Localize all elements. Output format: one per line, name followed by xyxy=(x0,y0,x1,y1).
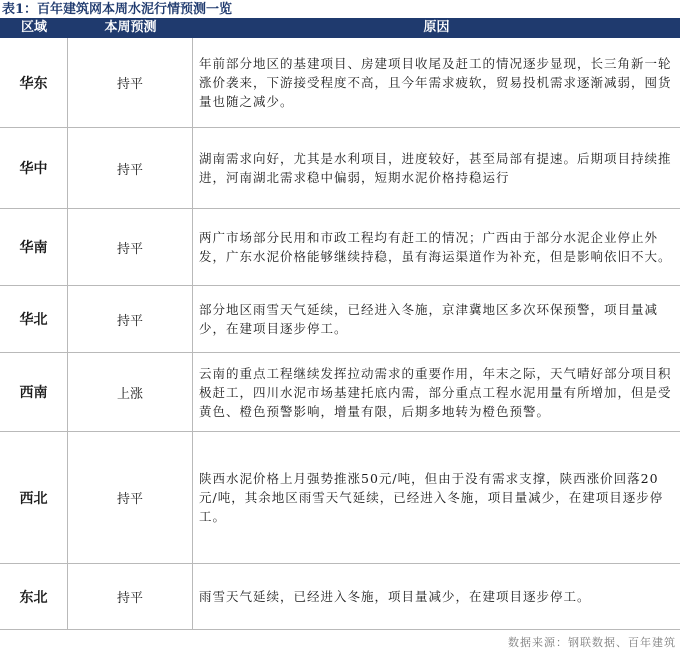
reason-cell xyxy=(193,286,680,352)
data-source: 数据来源：钢联数据、百年建筑 xyxy=(508,636,676,649)
prediction-cell: 持平 xyxy=(68,209,193,285)
reason-text: 年前部分地区的基建项目、房建项目收尾及赶工的情况逐步显现，长三角新一轮涨价袭来，下游接受程度不高，且今年需求疲软，贸易投机需求逐渐减弱，囤货量也随之减少。 xyxy=(199,56,672,109)
table-row xyxy=(0,209,680,286)
header-reason: 原因 xyxy=(423,20,450,35)
reason-cell xyxy=(193,432,680,563)
reason-cell xyxy=(193,128,680,208)
region-cell: 华中 xyxy=(0,128,68,208)
table-header xyxy=(0,18,680,38)
reason-text: 部分地区雨雪天气延续，已经进入冬施，京津冀地区多次环保预警，项目量减少，在建项目逐步停工。 xyxy=(199,302,659,336)
region-cell: 东北 xyxy=(0,564,68,629)
prediction-cell: 持平 xyxy=(68,432,193,563)
prediction-cell: 持平 xyxy=(68,128,193,208)
region-cell: 西南 xyxy=(0,353,68,431)
region-cell: 西北 xyxy=(0,432,68,563)
table-row xyxy=(0,286,680,353)
header-prediction: 本周预测 xyxy=(104,20,157,35)
table-row xyxy=(0,128,680,209)
region-cell: 华东 xyxy=(0,38,68,127)
reason-text: 两广市场部分民用和市政工程均有赶工的情况；广西由于部分水泥企业停止外发，广东水泥价格能够继续持稳，虽有海运渠道作为补充，但是影响依旧不大。 xyxy=(199,230,672,264)
table-row xyxy=(0,38,680,128)
reason-cell xyxy=(193,564,680,629)
table-row xyxy=(0,353,680,432)
prediction-cell: 持平 xyxy=(68,286,193,352)
reason-text: 雨雪天气延续，已经进入冬施，项目量减少，在建项目逐步停工。 xyxy=(199,589,591,604)
reason-text: 湖南需求向好，尤其是水利项目，进度较好，甚至局部有提速。后期项目持续推进，河南湖北需求稳中偏弱，短期水泥价格持稳运行 xyxy=(199,151,672,185)
table-caption: 表1：百年建筑网本周水泥行情预测一览 xyxy=(2,2,233,17)
table-row xyxy=(0,564,680,630)
reason-cell xyxy=(193,38,680,127)
region-cell: 华北 xyxy=(0,286,68,352)
prediction-cell: 持平 xyxy=(68,38,193,127)
region-cell: 华南 xyxy=(0,209,68,285)
reason-cell xyxy=(193,353,680,431)
table-row xyxy=(0,432,680,564)
reason-text: 云南的重点工程继续发挥拉动需求的重要作用，年末之际，天气晴好部分项目积极赶工，四川水泥市场基建托底内需，部分重点工程水泥用量有所增加，但是受黄色、橙色预警影响，增量有限，后期多地转为橙色预警。 xyxy=(199,365,672,419)
header-region: 区域 xyxy=(20,20,47,35)
reason-text: 陕西水泥价格上月强势推涨50元/吨，但由于没有需求支撑，陕西涨价回落20元/吨，其余地区雨雪天气延续，已经进入冬施，项目量减少，在建项目逐步停工。 xyxy=(199,471,664,524)
prediction-cell: 上涨 xyxy=(68,353,193,431)
prediction-cell: 持平 xyxy=(68,564,193,629)
reason-cell xyxy=(193,209,680,285)
